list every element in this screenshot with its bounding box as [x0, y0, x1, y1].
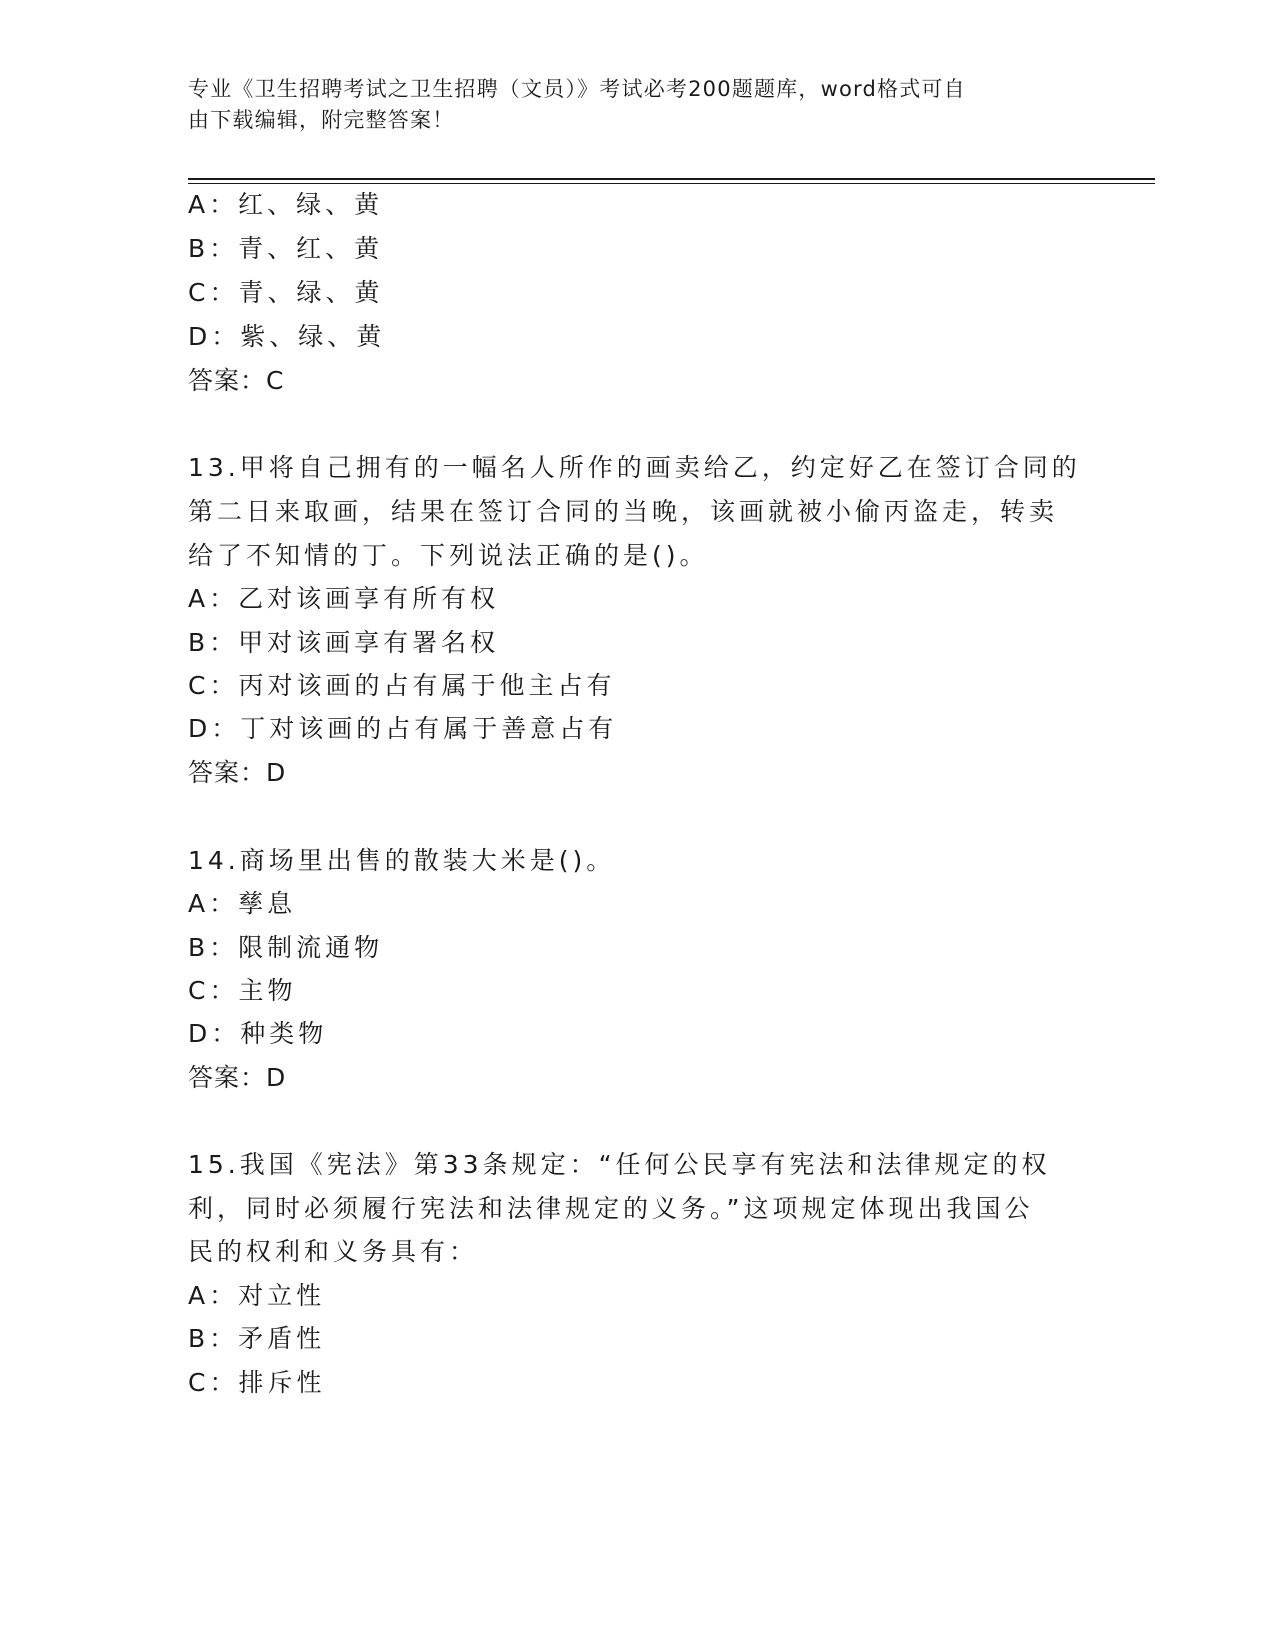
q12-option-d: D：紫、绿、黄: [188, 322, 386, 351]
q14-option-d: D：种类物: [188, 1019, 328, 1048]
q12-answer: 答案：C: [188, 366, 285, 395]
q14-answer: 答案：D: [188, 1063, 287, 1092]
header-divider: [188, 178, 1155, 180]
q12-option-b: B：青、红、黄: [188, 234, 384, 263]
q13-answer: 答案：D: [188, 758, 287, 787]
q15-stem-line-1: 15.我国《宪法》第33条规定：“任何公民享有宪法和法律规定的权: [188, 1150, 1051, 1179]
header-line-2: 由下载编辑，附完整答案！: [188, 108, 455, 132]
q15-stem-line-3: 民的权利和义务具有：: [188, 1237, 479, 1266]
document-header: [188, 74, 1068, 136]
q13-stem-line-2: 第二日来取画，结果在签订合同的当晚，该画就被小偷丙盗走，转卖: [188, 497, 1059, 526]
q15-stem-line-2: 利，同时必须履行宪法和法律规定的义务。”这项规定体现出我国公: [188, 1194, 1034, 1223]
q13-option-d: D：丁对该画的占有属于善意占有: [188, 714, 618, 743]
header-divider-thin: [188, 183, 1155, 184]
q13-option-c: C：丙对该画的占有属于他主占有: [188, 671, 616, 700]
header-line-1: 专业《卫生招聘考试之卫生招聘（文员）》考试必考200题题库，word格式可自: [188, 77, 966, 101]
q12-option-c: C：青、绿、黄: [188, 278, 384, 307]
q13-stem-line-1: 13.甲将自己拥有的一幅名人所作的画卖给乙，约定好乙在签订合同的: [188, 453, 1081, 482]
q14-option-b: B：限制流通物: [188, 933, 384, 962]
q15-option-a: A：对立性: [188, 1281, 326, 1310]
q14-option-c: C：主物: [188, 976, 297, 1005]
q13-stem-line-3: 给了不知情的丁。下列说法正确的是()。: [188, 541, 709, 570]
q14-option-a: A：孳息: [188, 889, 297, 918]
q13-option-b: B：甲对该画享有署名权: [188, 628, 500, 657]
q15-option-c: C：排斥性: [188, 1368, 326, 1397]
q13-option-a: A：乙对该画享有所有权: [188, 584, 500, 613]
q15-option-b: B：矛盾性: [188, 1324, 326, 1353]
q12-option-a: A：红、绿、黄: [188, 190, 384, 219]
q14-stem-line-1: 14.商场里出售的散装大米是()。: [188, 846, 616, 875]
